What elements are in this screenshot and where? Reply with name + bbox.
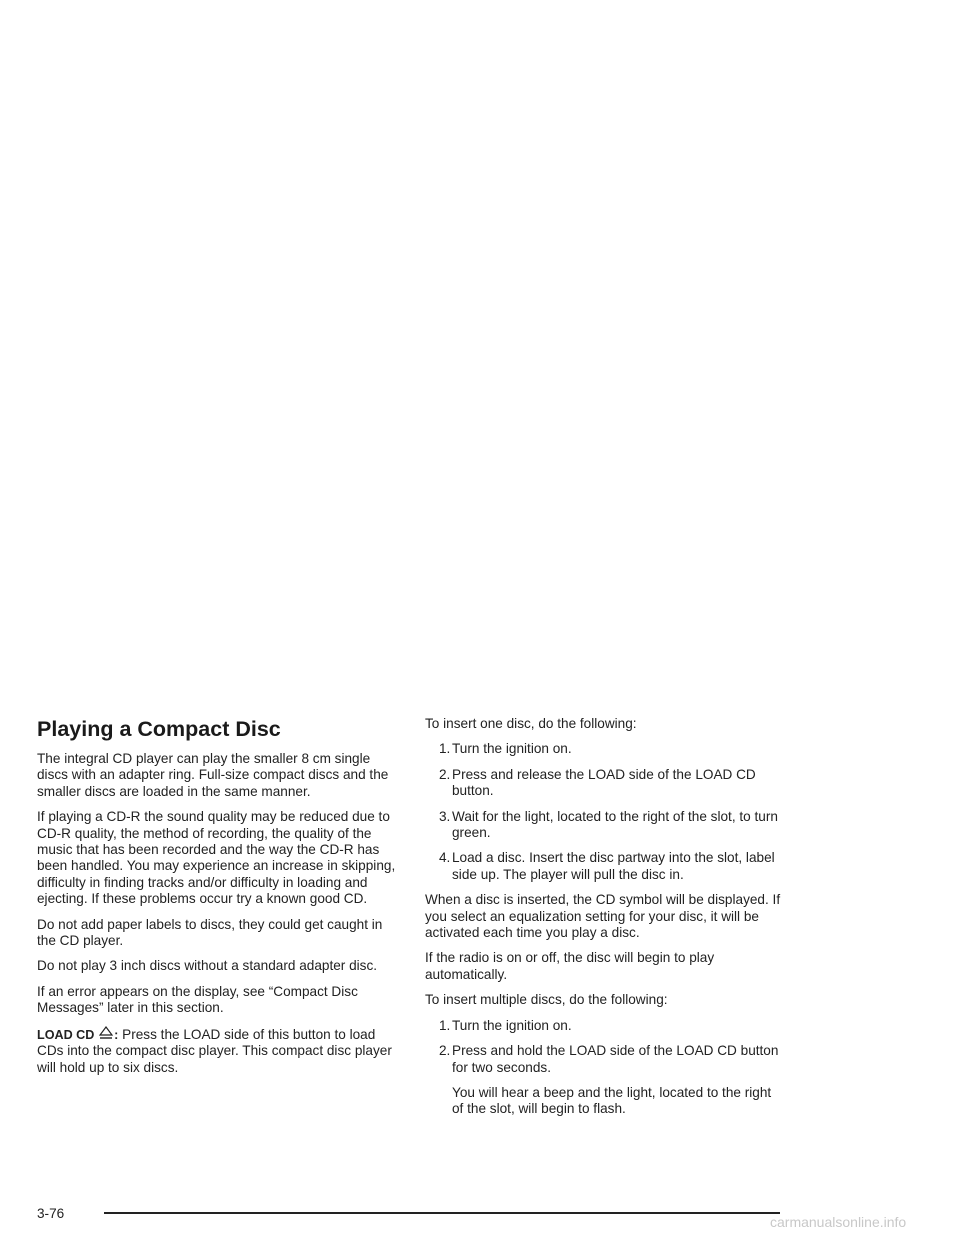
beep-note: You will hear a beep and the light, located to the right of the slot, will begin to flash.	[452, 1084, 772, 1117]
page-number: 3-76	[37, 1206, 65, 1221]
watermark[interactable]: carmanualsonline.info	[770, 1214, 907, 1230]
footer-rule	[104, 1212, 780, 1214]
steps-one-disc	[425, 741, 785, 883]
right-column	[425, 716, 785, 1127]
paragraph-radio: If the radio is on or off, the disc will begin to play automatically.	[425, 950, 715, 982]
paragraph-cdr: If playing a CD-R the sound quality may be reduced due to CD-R quality, the method of recording, the quality of the music that has been recorded and the way the CD-R has been handled. You may experience an increase in skipping, difficulty in finding tracks and/or difficulty in loading and ejecting. If these problems occur try a known good CD.	[37, 809, 396, 907]
paragraph-labels: Do not add paper labels to discs, they could get caught in the CD player.	[37, 916, 383, 949]
load-cd-colon: :	[114, 1027, 119, 1042]
paragraph-3inch: Do not play 3 inch discs without a standard adapter disc.	[37, 958, 378, 974]
list-item: 2. Press and hold the LOAD side of the LOAD CD button for two seconds.	[439, 1043, 779, 1075]
intro-one-disc: To insert one disc, do the following:	[425, 716, 637, 731]
intro-multiple-discs: To insert multiple discs, do the following:	[425, 992, 668, 1008]
load-cd-text: Press the LOAD side of this button to load CDs into the compact disc player. This compact disc player will hold up to six discs.	[37, 1026, 392, 1075]
list-item: 1. Turn the ignition on.	[439, 1017, 572, 1033]
paragraph-error: If an error appears on the display, see “Compact Disc Messages” later in this section.	[37, 983, 358, 1016]
paragraph-inserted: When a disc is inserted, the CD symbol will be displayed. If you select an equalization setting for your disc, it will be activated each time you play a disc.	[425, 892, 781, 941]
section-heading: Playing a Compact Disc	[37, 717, 281, 741]
paragraph-load-cd	[37, 1026, 397, 1076]
list-item: 3. Wait for the light, located to the right of the slot, to turn green.	[439, 808, 778, 841]
load-cd-label: LOAD CD	[37, 1027, 95, 1042]
steps-multiple-discs	[425, 1018, 785, 1076]
left-column	[37, 716, 397, 1085]
list-item: 1. Turn the ignition on.	[439, 741, 572, 757]
list-item: 4. Load a disc. Insert the disc partway into the slot, label side up. The player will pull the disc in.	[439, 850, 775, 882]
eject-icon	[99, 1026, 113, 1040]
paragraph-adapter: The integral CD player can play the smaller 8 cm single discs with an adapter ring. Full-size compact discs and the smaller discs are loaded in the same manner.	[37, 751, 389, 799]
list-item: 2. Press and release the LOAD side of the LOAD CD button.	[439, 766, 756, 799]
